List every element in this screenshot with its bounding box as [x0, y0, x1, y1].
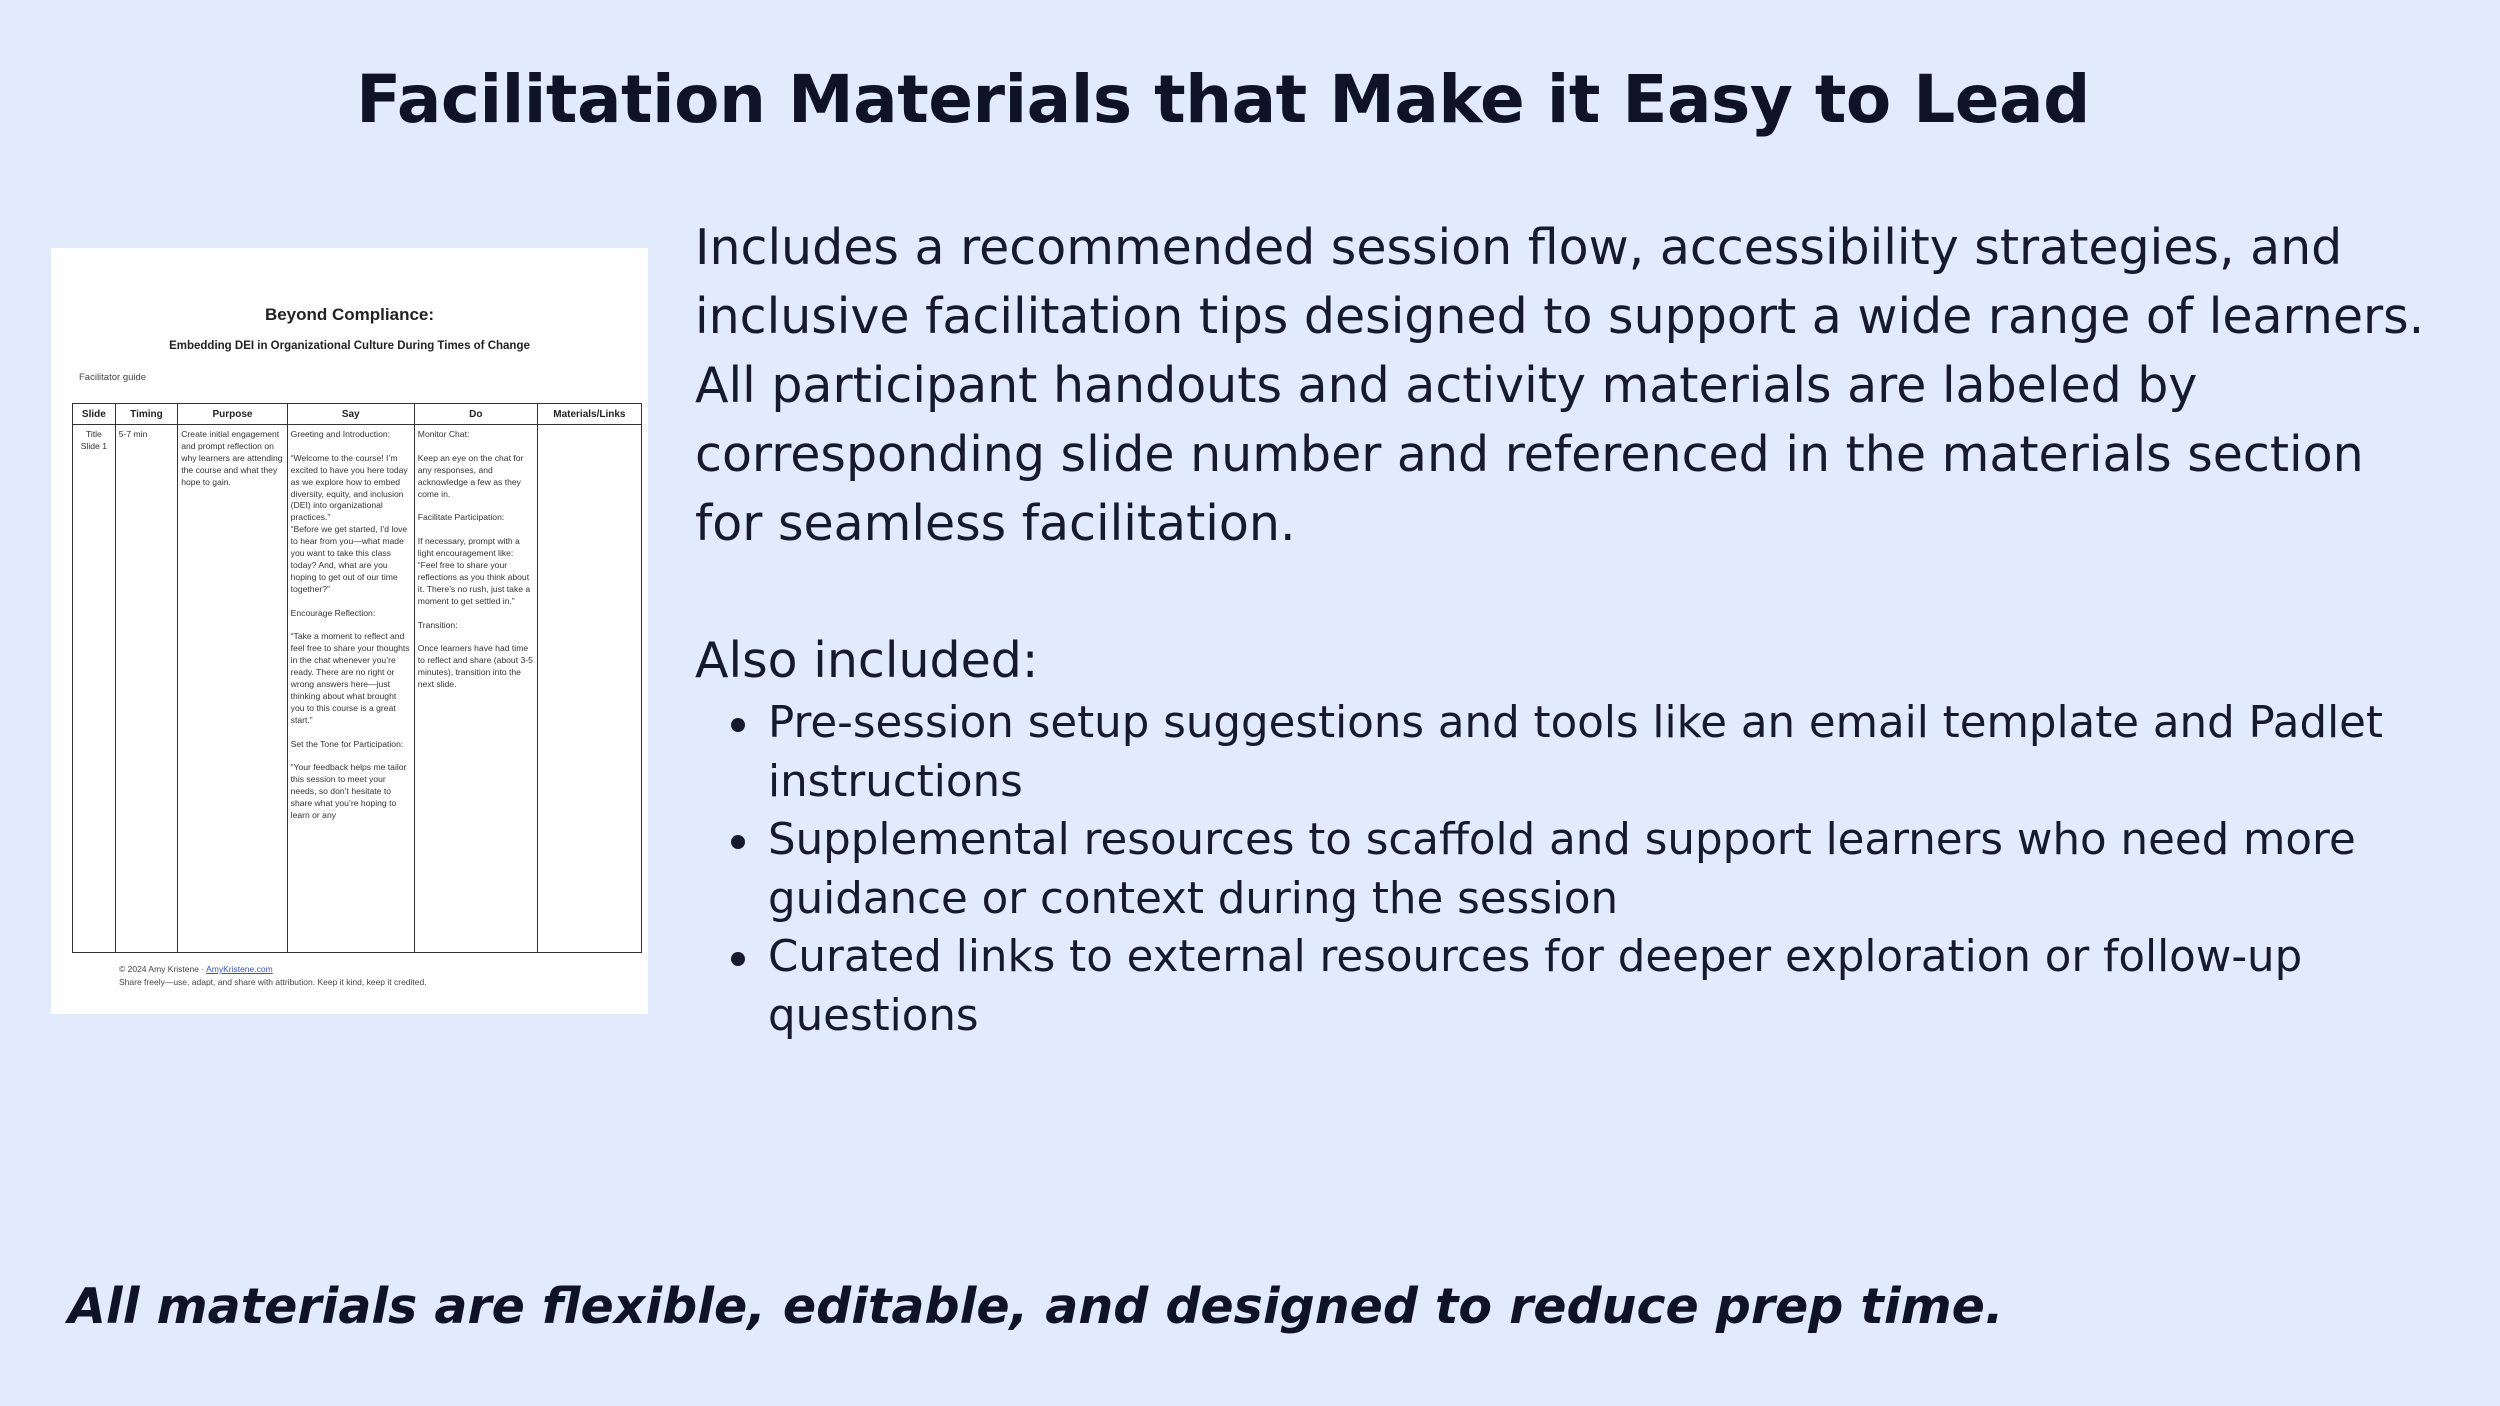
list-item-text: Curated links to external resources for deeper exploration or follow-up questions — [768, 932, 2303, 1041]
table-row — [73, 425, 642, 953]
cell-do: Monitor Chat: Keep an eye on the chat for any responses, and acknowledge a few as they come in. Facilitate Participation: If necessary, prompt with a light encouragement like: “Feel free to share your reflections as you think about it. There’s no rush, just take a moment to get settled in.” Transition: Once learners have had time to reflect and share (about 3-5 minutes), transition into the next slide. — [414, 425, 537, 953]
cell-say: Greeting and Introduction: “Welcome to the course! I’m excited to have you here today as we explore how to embed diversity, equity, and inclusion (DEI) into organizational practices.” “Before we get started, I’d love to hear from you—what made you want to take this class today? And, what are you hoping to get out of our time together?” Encourage Reflection: “Take a moment to reflect and feel free to share your thoughts in the chat whenever you’re ready. There are no right or wrong answers here—just thinking about what brought you to this course is a great start.” Set the Tone for Participation: “Your feedback helps me tailor this session to meet your needs, so don’t hesitate to share what you’re hoping to learn or any — [287, 425, 414, 953]
also-included-heading: Also included: — [695, 632, 1039, 689]
doc-copyright-line — [119, 963, 427, 976]
doc-subtitle: Embedding DEI in Organizational Culture During Times of Change — [169, 340, 530, 352]
doc-footer — [119, 963, 427, 989]
doc-footer-link[interactable]: AmyKristene.com — [206, 964, 273, 974]
doc-label: Facilitator guide — [79, 372, 147, 383]
list-item — [695, 811, 2455, 928]
bullet-icon — [731, 952, 745, 966]
bullet-icon — [731, 835, 745, 849]
column-header-slide: Slide — [73, 404, 116, 425]
table-header-row — [73, 404, 642, 425]
facilitator-guide-table — [72, 403, 642, 953]
doc-share-note: Share freely—use, adapt, and share with attribution. Keep it kind, keep it credited. — [119, 977, 427, 987]
list-item-text: Pre-session setup suggestions and tools like an email template and Padlet instructions — [768, 698, 2383, 807]
column-header-purpose: Purpose — [178, 404, 287, 425]
cell-materials — [537, 425, 641, 953]
doc-copyright: © 2024 Amy Kristene · — [119, 964, 207, 974]
also-included-list — [695, 694, 2455, 1045]
list-item — [695, 928, 2455, 1045]
bullet-icon — [731, 718, 745, 732]
cell-timing: 5-7 min — [115, 425, 178, 953]
cell-slide: Title Slide 1 — [73, 425, 116, 953]
column-header-materials: Materials/Links — [537, 404, 641, 425]
list-item — [695, 694, 2455, 811]
page-title: Facilitation Materials that Make it Easy to Lead — [356, 61, 2090, 138]
list-item-text: Supplemental resources to scaffold and support learners who need more guidance or context during the session — [768, 815, 2356, 924]
footer-note: All materials are flexible, editable, and designed to reduce prep time. — [68, 1278, 2004, 1335]
column-header-timing: Timing — [115, 404, 178, 425]
facilitator-guide-preview — [51, 248, 648, 1014]
doc-title: Beyond Compliance: — [264, 305, 435, 324]
cell-purpose: Create initial engagement and prompt reflection on why learners are attending the course and what they hope to gain. — [178, 425, 287, 953]
intro-paragraph: Includes a recommended session flow, accessibility strategies, and inclusive facilitation tips designed to support a wide range of learners. All participant handouts and activity materials are labeled by corresponding slide number and referenced in the materials section for seamless facilitation. — [695, 219, 2425, 552]
column-header-say: Say — [287, 404, 414, 425]
column-header-do: Do — [414, 404, 537, 425]
